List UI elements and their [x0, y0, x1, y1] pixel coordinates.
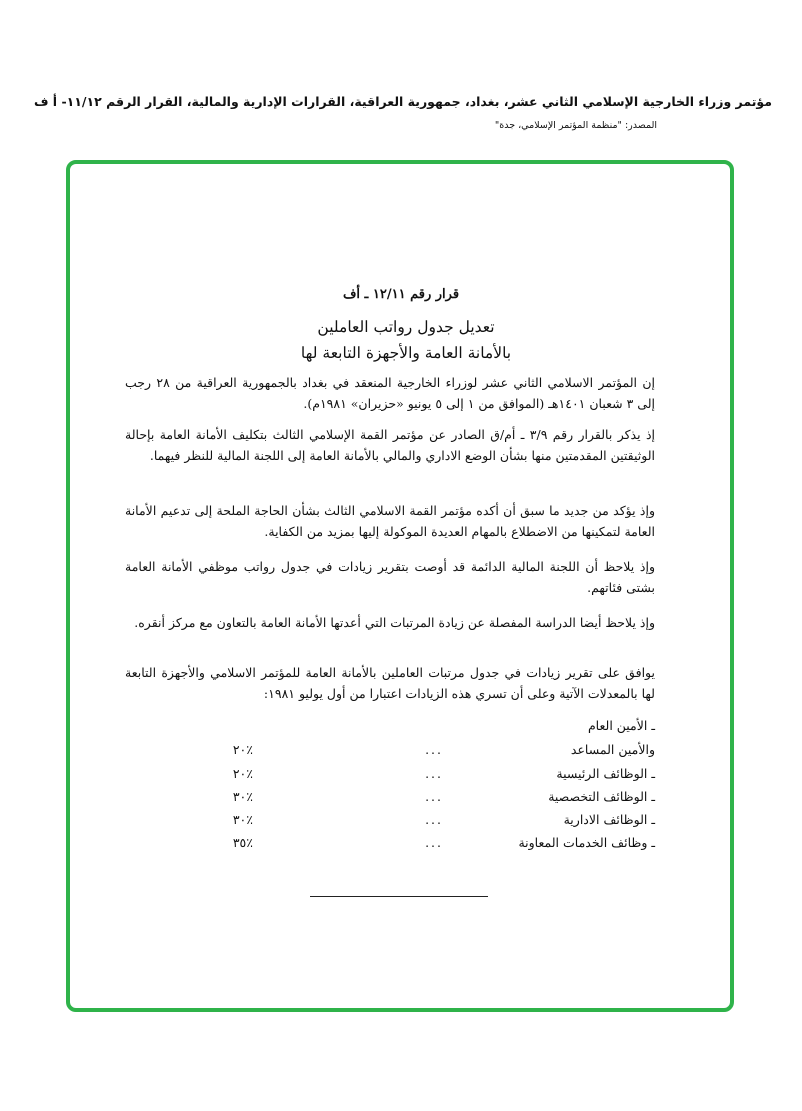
paragraph-preamble: إن المؤتمر الاسلامي الثاني عشر لوزراء الخارجية المنعقد في بغداد بالجمهورية العراقية من ٢٨ رجب إلى ٣ شعبان ١٤٠١هـ (الموافق من ١ إلى ٥ يونيو «حزيران» ١٩٨١م).	[125, 375, 655, 411]
decision-title-line1: تعديل جدول رواتب العاملين	[317, 318, 495, 336]
list-item-label: ـ الوظائف الرئيسية	[556, 766, 655, 781]
list-item-label: ـ الأمين العام	[587, 718, 655, 733]
paragraph-noting-study: وإذ يلاحظ أيضا الدراسة المفصلة عن زيادة المرتبات التي أعدتها الأمانة العامة بالتعاون مع مركز أنقره.	[134, 615, 655, 630]
list-item-label: ـ وظائف الخدمات المعاونة	[518, 835, 655, 850]
paragraph-noting: وإذ يلاحظ أن اللجنة المالية الدائمة قد أوصت بتقرير زيادات في جدول رواتب موظفي الأمانة العامة بشتى فئاتهم.	[125, 559, 655, 595]
list-item	[135, 812, 655, 834]
list-item-label: والأمين المساعد	[570, 742, 655, 757]
document-source-line: المصدر: "منظمة المؤتمر الإسلامي، جدة"	[494, 120, 657, 131]
list-item-percent: ٪٣٠	[232, 812, 253, 827]
list-item	[135, 835, 655, 857]
paragraph-recalling: إذ يذكر بالقرار رقم ٣/٩ ـ أم/ق الصادر عن مؤتمر القمة الإسلامي الثالث بتكليف الأمانة العامة بإحالة الوثيقتين المقدمتين منها بشأن الوضع الاداري والمالي بالأمانة العامة إلى اللجنة المالية للنظر فيهما.	[125, 427, 655, 463]
list-item	[135, 718, 655, 740]
list-item-percent: ٪٢٠	[232, 742, 253, 757]
list-item-dots: ...	[425, 742, 443, 757]
list-item	[135, 766, 655, 788]
document-header-title: مؤتمر وزراء الخارجية الإسلامي الثاني عشر، بغداد، جمهورية العراقية، القرارات الإدارية والمالية، القرار الرقم ١١/١٢- أ ف	[33, 94, 772, 109]
decision-number: قرار رقم ١٢/١١ ـ أف	[342, 287, 460, 302]
list-item-dots: ...	[425, 812, 443, 827]
paragraph-reaffirming: وإذ يؤكد من جديد ما سبق أن أكده مؤتمر القمة الاسلامي الثالث بشأن الحاجة الملحة إلى تدعيم الأمانة العامة لتمكينها من الاضطلاع بالمهام العديدة الموكولة إليها بمزيد من الكفاية.	[125, 503, 655, 539]
list-item-dots: ...	[425, 766, 443, 781]
list-item-percent: ٪٢٠	[232, 766, 253, 781]
list-item-percent: ٪٣٥	[232, 835, 253, 850]
list-item-label: ـ الوظائف الادارية	[563, 812, 655, 827]
list-item-label: ـ الوظائف التخصصية	[548, 789, 655, 804]
paragraph-approves: يوافق على تقرير زيادات في جدول مرتبات العاملين بالأمانة العامة للمؤتمر الاسلامي والأجهزة التابعة لها بالمعدلات الآتية وعلى أن تسري هذه الزيادات اعتبارا من أول يوليو ١٩٨١:	[125, 665, 655, 701]
list-item-percent: ٪٣٠	[232, 789, 253, 804]
list-item-dots: ...	[425, 789, 443, 804]
decision-title-line2: بالأمانة العامة والأجهزة التابعة لها	[300, 344, 512, 362]
list-item-dots: ...	[425, 835, 443, 850]
list-item	[135, 742, 655, 764]
list-item	[135, 789, 655, 811]
closing-rule	[310, 896, 488, 897]
